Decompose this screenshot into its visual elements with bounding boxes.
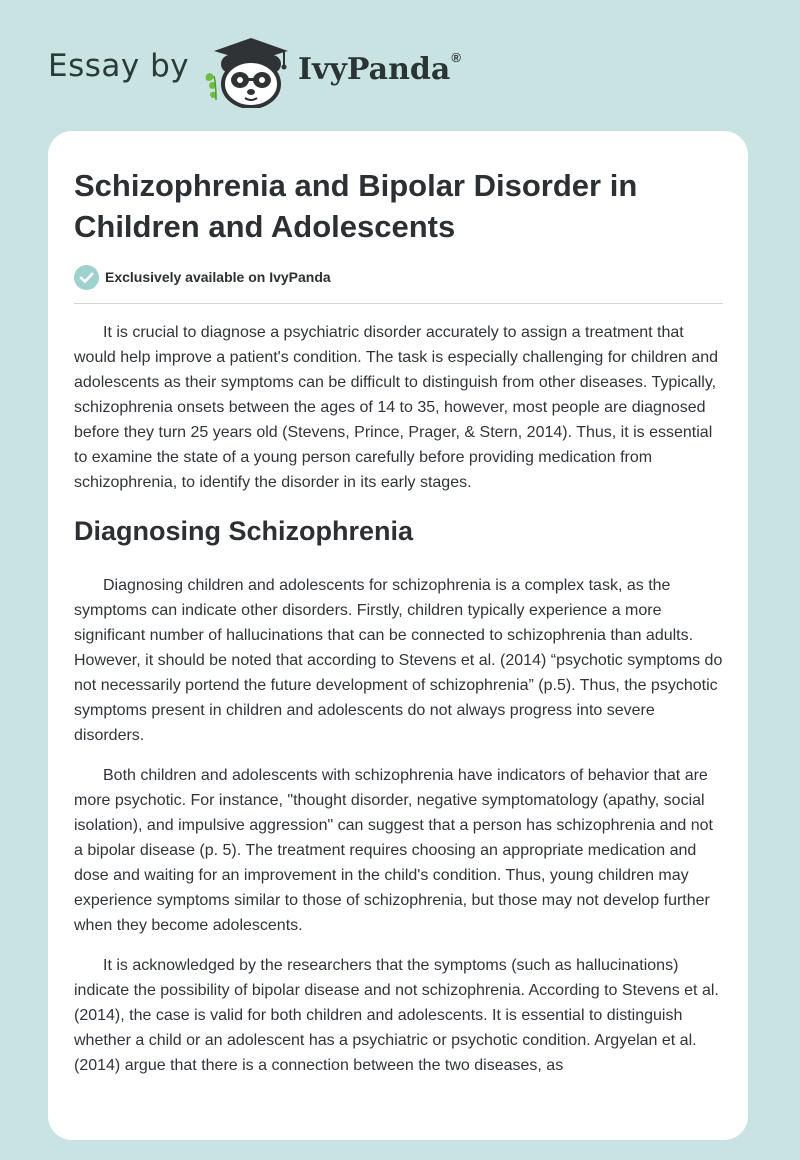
essay-body [74,320,724,1093]
exclusive-badge-text: Exclusively available on IvyPanda [105,269,331,285]
exclusive-badge [74,264,331,290]
check-circle-icon [74,265,99,290]
section-heading-diagnosing-schizophrenia: Diagnosing Schizophrenia [74,516,414,546]
essay-by-label: Essay by [48,48,190,84]
essay-title: Schizophrenia and Bipolar Disorder in Children and Adolescents [74,168,638,244]
site-header [0,0,800,130]
paragraph: It is acknowledged by the researchers that the symptoms (such as hallucinations) indicate the possibility of bipolar disease and not schizophrenia. According to Stevens et al. (2014), the case is valid for both children and adolescents. It is essential to distinguish whether a child or an adolescent has a psychiatric or psychotic condition. Argyelan et al. (2014) argue that there is a connection between the two diseases, as [74,957,719,1074]
registered-mark: ® [451,50,461,65]
brand-name: IvyPanda [298,52,451,87]
paragraph: Diagnosing children and adolescents for schizophrenia is a complex task, as the symptoms can indicate other disorders. Firstly, children typically experience a more significant number of hallucinations that can be connected to schizophrenia than adults. However, it should be noted that according to Stevens et al. (2014) “psychotic symptoms do not necessarily portend the future development of schizophrenia” (p.5). Thus, the psychotic symptoms present in children and adolescents do not always progress into severe disorders. [74,577,723,744]
ivypanda-panda-icon [198,34,298,108]
paragraph: Both children and adolescents with schizophrenia have indicators of behavior that are more psychotic. For instance, "thought disorder, negative symptomatology (apathy, social isolation), and impulsive aggression" can suggest that a person has schizophrenia and not a bipolar disease (p. 5). The treatment requires choosing an appropriate medication and dose and waiting for an improvement in the child's condition. Thus, young children may experience symptoms similar to those of schizophrenia, but those may not develop further when they become adolescents. [74,767,713,934]
essay-card [48,131,748,1140]
paragraph-intro: It is crucial to diagnose a psychiatric disorder accurately to assign a treatment that would help improve a patient's condition. The task is especially challenging for children and adolescents as their symptoms can be difficult to distinguish from other diseases. Typically, schizophrenia onsets between the ages of 14 to 35, however, most people are diagnosed before they turn 25 years old (Stevens, Prince, Prager, & Stern, 2014). Thus, it is essential to examine the state of a young person carefully before providing medication from schizophrenia, to identify the disorder in its early stages. [74,324,719,491]
ivypanda-logo-text [298,52,461,87]
title-divider [74,303,723,304]
